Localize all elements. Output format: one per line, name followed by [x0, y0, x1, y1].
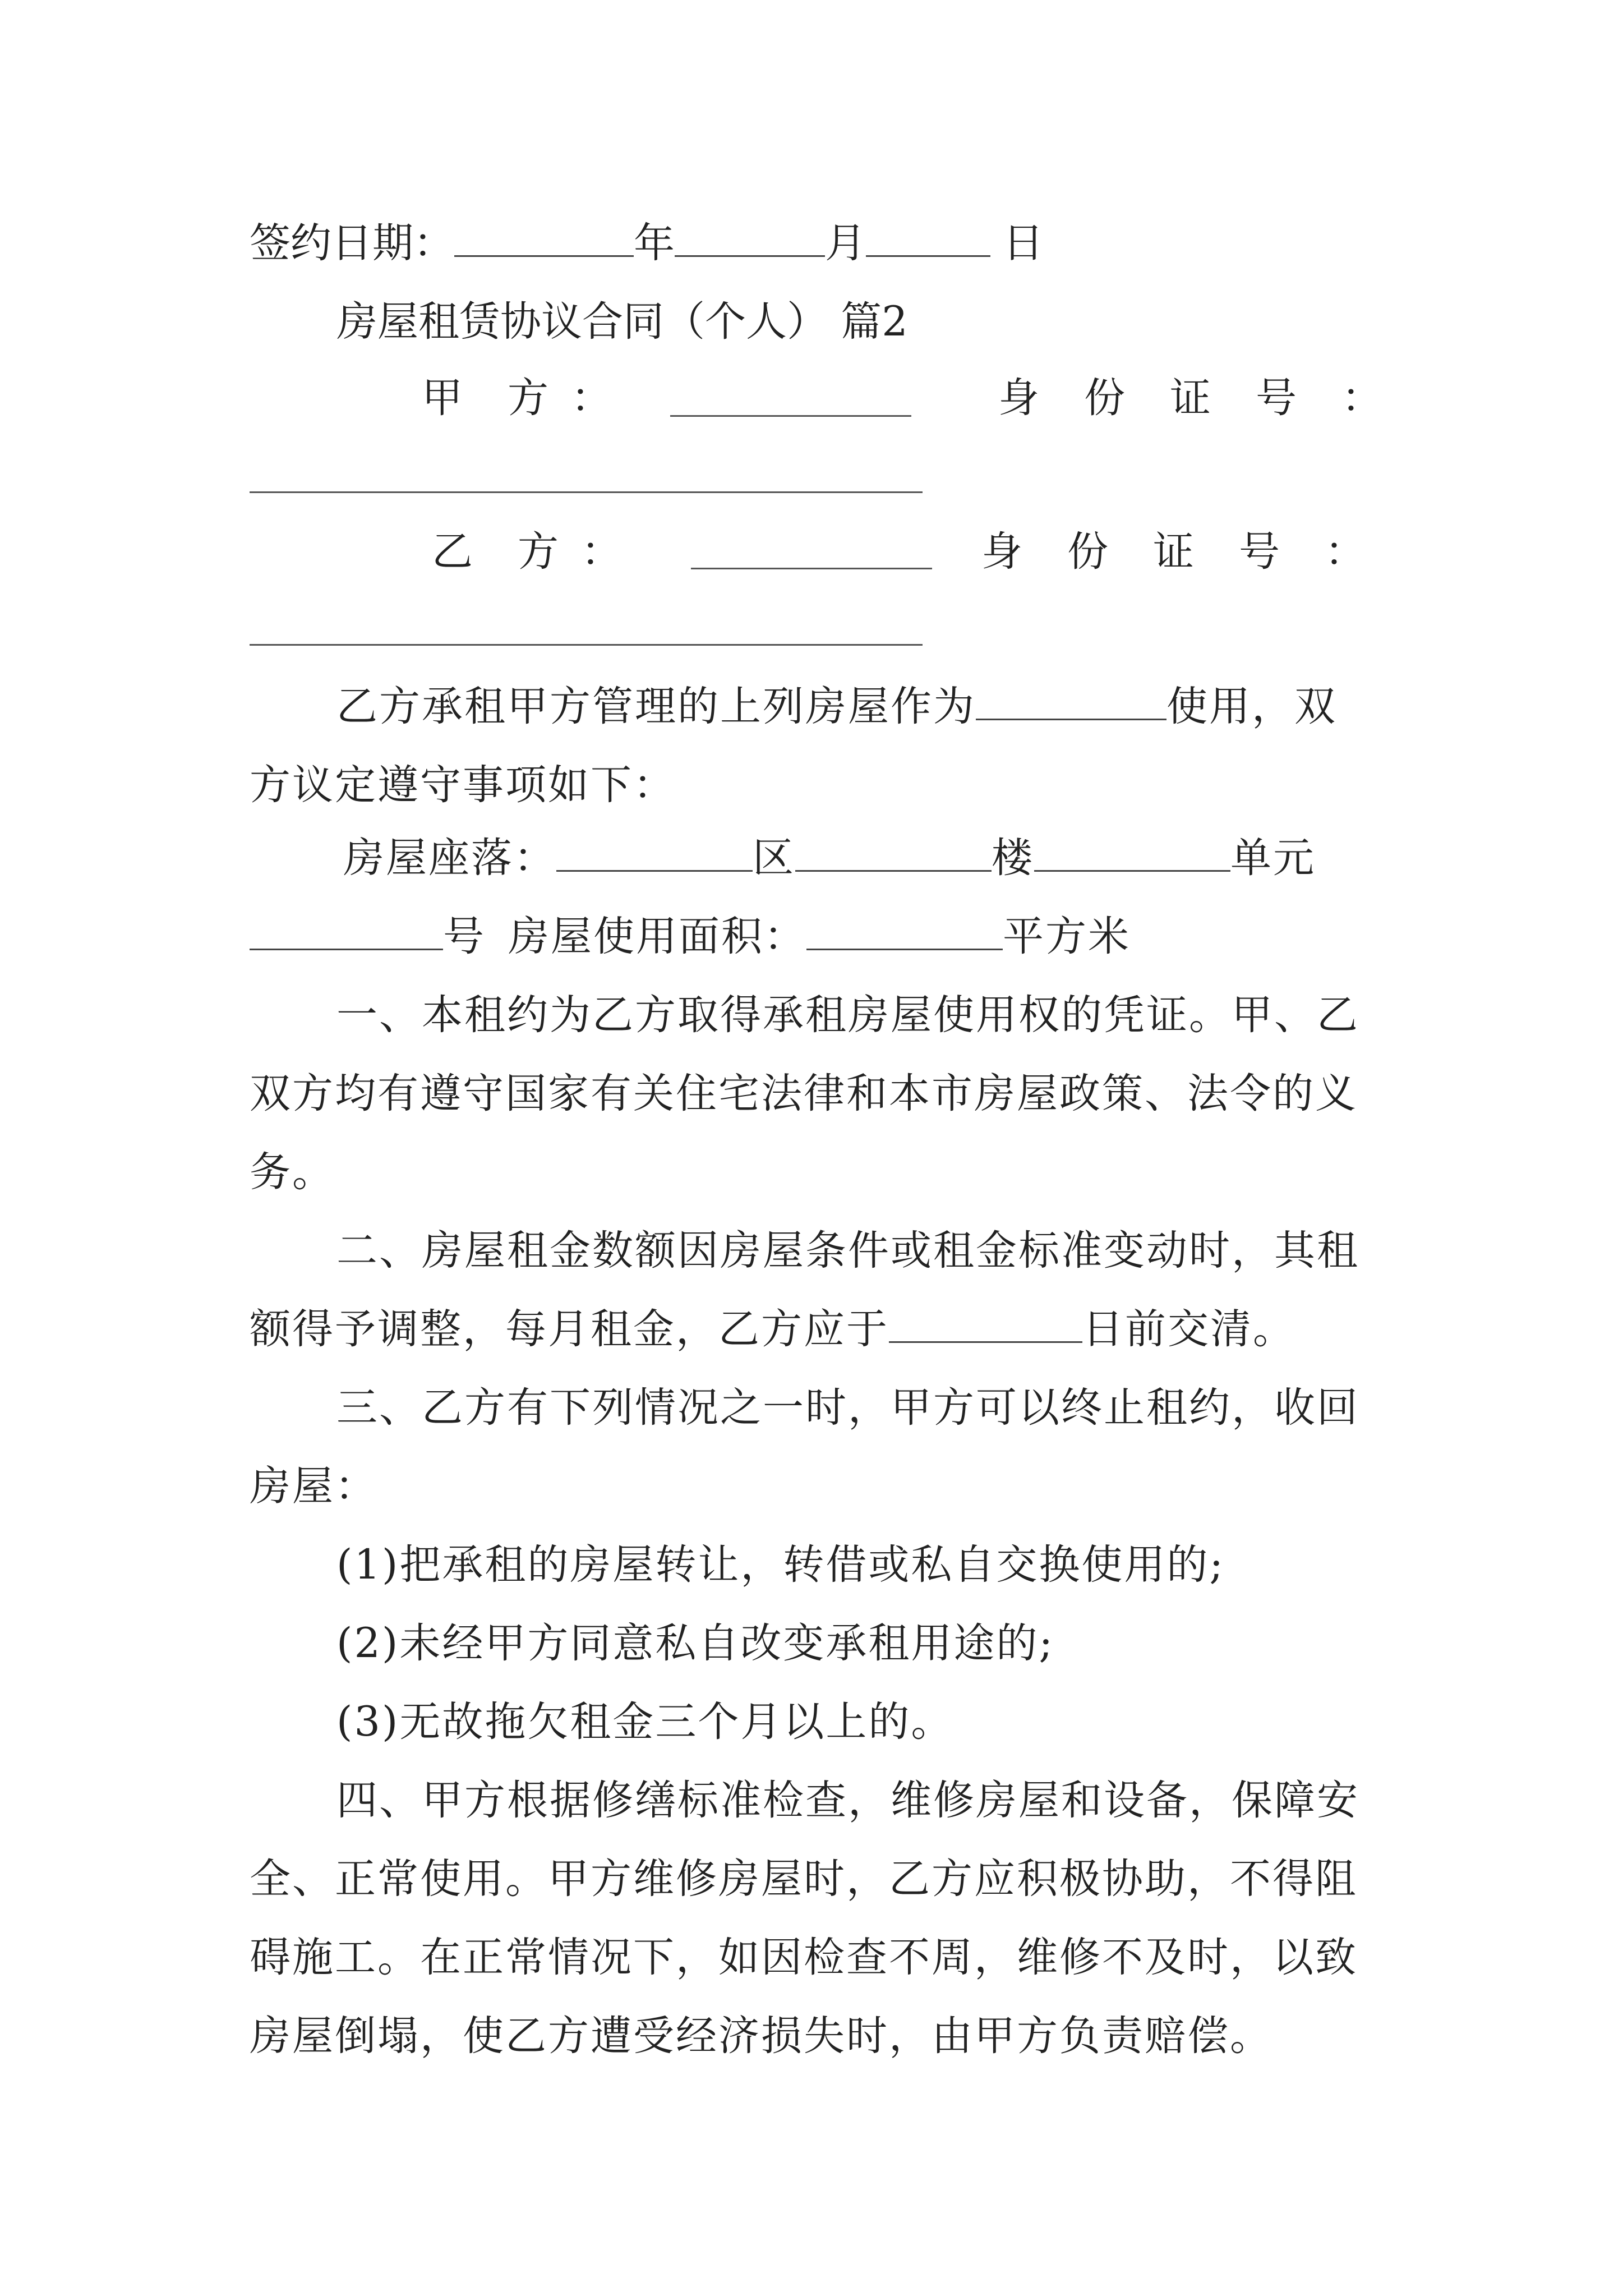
party-a-id-char: 身 [998, 374, 1039, 422]
clause-2-line: 二、房屋租金数额因房屋条件或租金标准变动时，其租 [336, 1227, 1359, 1274]
party-a-name-blank [670, 415, 911, 417]
party-b-id-char: 身 [981, 528, 1022, 576]
month-label: 月 [825, 219, 866, 267]
party-b-char: ： [581, 528, 622, 576]
signing-date-line [250, 215, 1044, 272]
area-blank [806, 915, 1003, 950]
party-b-id-label [981, 524, 1366, 580]
party-a-id-label [998, 370, 1382, 426]
number-blank [250, 915, 443, 950]
day-label: 日 [1003, 219, 1044, 267]
clause-2-line [250, 1301, 1295, 1358]
intro-line-2: 方议定遵守事项如下： [250, 761, 676, 809]
party-b-id-blank [250, 644, 923, 646]
party-a-id-char: ： [1341, 374, 1382, 422]
party-b-id-char: 号 [1239, 528, 1280, 576]
location-line-1 [343, 830, 1316, 886]
party-a-label [422, 370, 612, 426]
area-label: 房屋使用面积： [508, 913, 806, 960]
location-label: 房屋座落： [343, 834, 556, 882]
party-b-label [432, 524, 622, 580]
payment-day-blank [889, 1308, 1082, 1343]
party-a-char: 方 [508, 374, 548, 422]
district-blank [556, 836, 753, 872]
clause-4-line: 四、甲方根据修缮标准检查，维修房屋和设备，保障安 [336, 1777, 1359, 1824]
party-a-char: 甲 [422, 374, 463, 422]
signing-date-label: 签约日期： [250, 219, 454, 267]
intro-text: 使用，双 [1166, 683, 1337, 730]
area-unit: 平方米 [1003, 913, 1131, 960]
party-b-name-blank [691, 568, 932, 569]
clause-2-text: 额得予调整，每月租金，乙方应于 [250, 1305, 889, 1353]
month-blank [675, 222, 825, 257]
clause-3-item: (2)未经甲方同意私自改变承租用途的; [336, 1619, 1054, 1667]
party-b-id-char: 份 [1067, 528, 1108, 576]
clause-3-item: (1)把承租的房屋转让，转借或私自交换使用的; [336, 1541, 1225, 1589]
clause-1-line: 一、本租约为乙方取得承租房屋使用权的凭证。甲、乙 [336, 991, 1359, 1039]
party-a-char: ： [571, 374, 612, 422]
clause-3-line: 三、乙方有下列情况之一时，甲方可以终止租约，收回 [336, 1384, 1359, 1432]
party-a-id-char: 证 [1170, 374, 1211, 422]
building-label: 楼 [992, 834, 1034, 882]
clause-1-line: 务。 [250, 1148, 335, 1196]
party-b-id-char: 证 [1153, 528, 1194, 576]
unit-blank [1034, 836, 1230, 872]
day-blank [866, 222, 990, 257]
clause-3-line: 房屋： [250, 1462, 377, 1510]
party-a-id-char: 份 [1084, 374, 1125, 422]
district-label: 区 [753, 834, 795, 882]
clause-3-item: (3)无故拖欠租金三个月以上的。 [336, 1698, 954, 1746]
section-title: 房屋租赁协议合同（个人） 篇2 [336, 298, 908, 346]
clause-2-text: 日前交清。 [1082, 1305, 1295, 1353]
number-label: 号 [443, 913, 486, 960]
party-b-char: 方 [518, 528, 559, 576]
clause-4-line: 碍施工。在正常情况下，如因检查不周，维修不及时，以致 [250, 1934, 1358, 1981]
intro-text: 乙方承租甲方管理的上列房屋作为 [336, 683, 976, 730]
unit-label: 单元 [1230, 834, 1316, 882]
party-b-id-char: ： [1325, 528, 1366, 576]
party-b-char: 乙 [432, 528, 473, 576]
clause-4-line: 房屋倒塌，使乙方遭受经济损失时，由甲方负责赔偿。 [250, 2012, 1272, 2060]
party-a-id-char: 号 [1256, 374, 1297, 422]
intro-line-1 [336, 679, 1337, 735]
location-line-2 [250, 909, 1131, 965]
building-blank [795, 836, 992, 872]
clause-1-line: 双方均有遵守国家有关住宅法律和本市房屋政策、法令的义 [250, 1070, 1358, 1117]
year-blank [454, 222, 634, 257]
clause-4-line: 全、正常使用。甲方维修房屋时，乙方应积极协助，不得阻 [250, 1855, 1358, 1903]
usage-blank [976, 685, 1166, 720]
party-a-id-blank [250, 491, 923, 493]
year-label: 年 [634, 219, 675, 267]
